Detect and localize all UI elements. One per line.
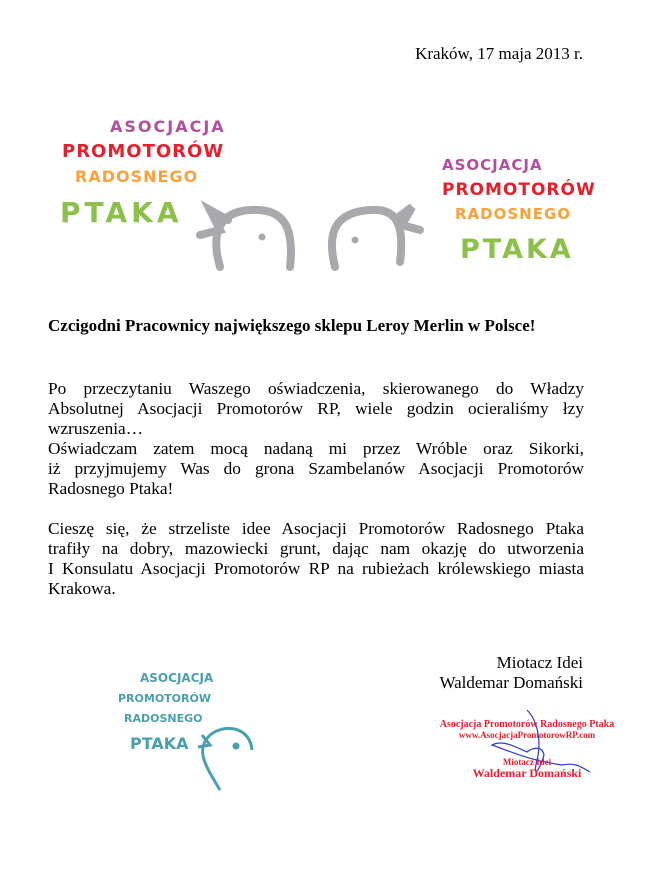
logo-left — [60, 117, 226, 229]
stamp-line4: PTAKA — [130, 734, 189, 753]
signature-name: Waldemar Domański — [439, 673, 583, 692]
blue-stamp — [100, 665, 270, 795]
stamp-line1: ASOCJACJA — [140, 671, 214, 685]
logo-line4: PTAKA — [460, 234, 574, 265]
logo-line4: PTAKA — [60, 196, 183, 229]
stamp-title: Miotacz Idei — [502, 757, 552, 767]
signature-block — [439, 653, 583, 693]
stamp-line3: RADOSNEGO — [124, 712, 203, 725]
signature-title: Miotacz Idei — [496, 653, 583, 672]
stamp-url: www.AsocjacjaPromotorowRP.com — [458, 730, 596, 740]
text-line: Oświadczam zatem mocą nadaną mi przez Wróble oraz Sikorki, — [48, 439, 584, 458]
paragraph-1 — [48, 379, 584, 499]
logo-line1: ASOCJACJA — [110, 117, 226, 136]
logo-line3: RADOSNEGO — [75, 167, 199, 186]
header-logo — [50, 112, 600, 282]
text-line: I Konsulatu Asocjacji Promotorów RP na rubieżach królewskiego miasta — [48, 559, 584, 578]
logo-right — [442, 156, 596, 265]
text-line: wzruszenia… — [48, 419, 144, 438]
logo-line2: PROMOTORÓW — [442, 180, 596, 200]
letter-heading: Czcigodni Pracownicy największego sklepu Leroy Merlin w Polsce! — [48, 316, 536, 335]
text-line: Krakowa. — [48, 579, 116, 598]
paragraph-2 — [48, 519, 584, 599]
signature-stamp — [432, 700, 622, 790]
text-line: Radosnego Ptaka! — [48, 479, 174, 498]
text-line: Absolutnej Asocjacji Promotorów RP, wiele godzin ocieraliśmy łzy — [48, 399, 584, 418]
text-line: Po przeczytaniu Waszego oświadczenia, skierowanego do Władzy — [48, 379, 584, 398]
letter-date: Kraków, 17 maja 2013 r. — [415, 44, 583, 63]
stamp-org: Asocjacja Promotorów Radosnego Ptaka — [439, 719, 615, 730]
stamp-line2: PROMOTORÓW — [118, 692, 211, 705]
text-line: iż przyjmujemy Was do grona Szambelanów Asocjacji Promotorów — [48, 459, 584, 478]
logo-line3: RADOSNEGO — [455, 205, 572, 223]
text-line: trafiły na dobry, mazowiecki grunt, dając nam okazję do utworzenia — [48, 539, 584, 558]
bird-eyes-icon — [200, 207, 420, 267]
text-line: Cieszę się, że strzeliste idee Asocjacji Promotorów Radosnego Ptaka — [48, 519, 584, 538]
stamp-name: Waldemar Domański — [472, 766, 582, 780]
logo-line2: PROMOTORÓW — [62, 141, 225, 162]
logo-line1: ASOCJACJA — [442, 156, 543, 174]
